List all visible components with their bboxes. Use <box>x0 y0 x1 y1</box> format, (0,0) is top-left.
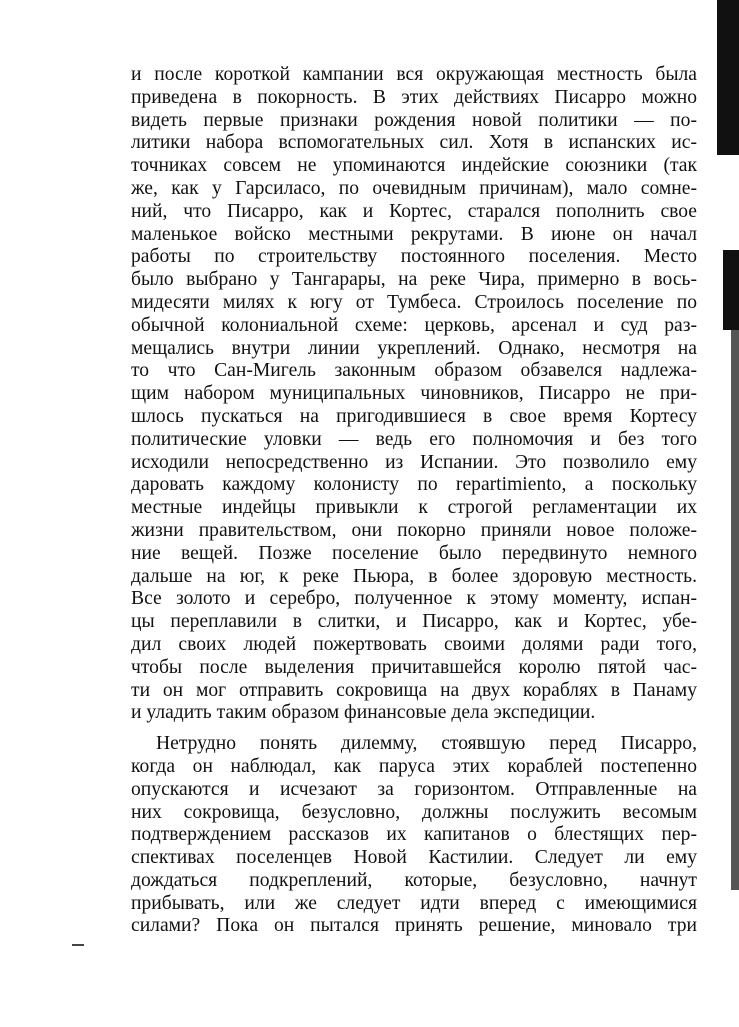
text-line: прибывать, или же следует идти вперед с имеющимися <box>131 892 697 914</box>
text-line: подтверждением рассказов их капитанов о блестящих пер- <box>131 824 697 846</box>
scan-edge-shadow-middle <box>723 250 739 330</box>
text-line: дил своих людей пожертвовать своими долями ради того, <box>131 633 697 655</box>
text-line: местные индейцы привыкли к строгой регламентации их <box>131 497 697 519</box>
text-line: шлось пускаться на пригодившиеся в свое время Кортесу <box>131 405 697 427</box>
text-line: и уладить таким образом финансовые дела экспедиции. <box>131 702 596 724</box>
text-line: обычной колониальной схеме: церковь, арсенал и суд раз- <box>131 314 697 336</box>
scan-edge-shadow-top <box>717 0 739 155</box>
text-line: Все золото и серебро, полученное к этому моменту, испан- <box>131 588 697 610</box>
paragraph-1 <box>131 64 697 725</box>
text-line: литики набора вспомогательных сил. Хотя в испанских ис- <box>131 132 697 154</box>
text-line: них сокровища, безусловно, должны послужить весомым <box>131 801 697 823</box>
text-line: силами? Пока он пытался принять решение, миновало три <box>131 915 697 937</box>
text-line: видеть первые признаки рождения новой политики — по- <box>131 109 697 131</box>
scan-edge-shadow-lower <box>731 330 739 890</box>
text-line: исходили непосредственно из Испании. Это позволило ему <box>131 451 697 473</box>
text-line: чтобы после выделения причитавшейся королю пятой час- <box>131 656 697 678</box>
text-line: Нетрудно понять дилемму, стоявшую перед Писарро, <box>156 733 697 755</box>
margin-mark <box>72 944 84 946</box>
text-line: щим набором муниципальных чиновников, Писарро не при- <box>131 383 697 405</box>
text-line: приведена в покорность. В этих действиях Писарро можно <box>131 86 697 108</box>
text-line: мидесяти милях к югу от Тумбеса. Строилось поселение по <box>131 291 697 313</box>
text-line: политические уловки — ведь его полномочия и без того <box>131 428 697 450</box>
text-line: дальше на юг, к реке Пьюра, в более здоровую местность. <box>131 565 697 587</box>
body-text <box>131 64 697 938</box>
text-line: опускаются и исчезают за горизонтом. Отправленные на <box>131 778 697 800</box>
text-line: же, как у Гарсиласо, по очевидным причинам), мало сомне- <box>131 177 697 199</box>
paragraph-2 <box>131 733 697 938</box>
text-line: мещались внутри линии укреплений. Однако, несмотря на <box>131 337 697 359</box>
text-line: цы переплавили в слитки, и Писарро, как и Кортес, убе- <box>131 611 697 633</box>
text-line: ний, что Писарро, как и Кортес, старался пополнить свое <box>131 200 697 222</box>
text-line: жизни правительством, они покорно приняли новое положе- <box>131 519 697 541</box>
text-line: спективах поселенцев Новой Кастилии. Следует ли ему <box>131 847 697 869</box>
text-line: даровать каждому колонисту по repartimiento, а поскольку <box>131 474 697 496</box>
text-line: ти он мог отправить сокровища на двух кораблях в Панаму <box>131 679 697 701</box>
text-line: дождаться подкреплений, которые, безусловно, начнут <box>131 869 697 891</box>
text-line: то что Сан-Мигель законным образом обзавелся надлежа- <box>131 360 697 382</box>
text-line: было выбрано у Тангарары, на реке Чира, примерно в вось- <box>131 269 697 291</box>
text-line: и после короткой кампании вся окружающая местность была <box>131 64 697 85</box>
text-line: работы по строительству постоянного поселения. Место <box>131 246 697 268</box>
text-line: ние вещей. Позже поселение было передвинуто немного <box>131 542 697 564</box>
paragraph-gap <box>131 725 697 733</box>
text-line: маленькое войско местными рекрутами. В июне он начал <box>131 223 697 245</box>
text-line: когда он наблюдал, как паруса этих кораблей постепенно <box>131 755 697 777</box>
text-line: точниках совсем не упоминаются индейские союзники (так <box>131 155 697 177</box>
